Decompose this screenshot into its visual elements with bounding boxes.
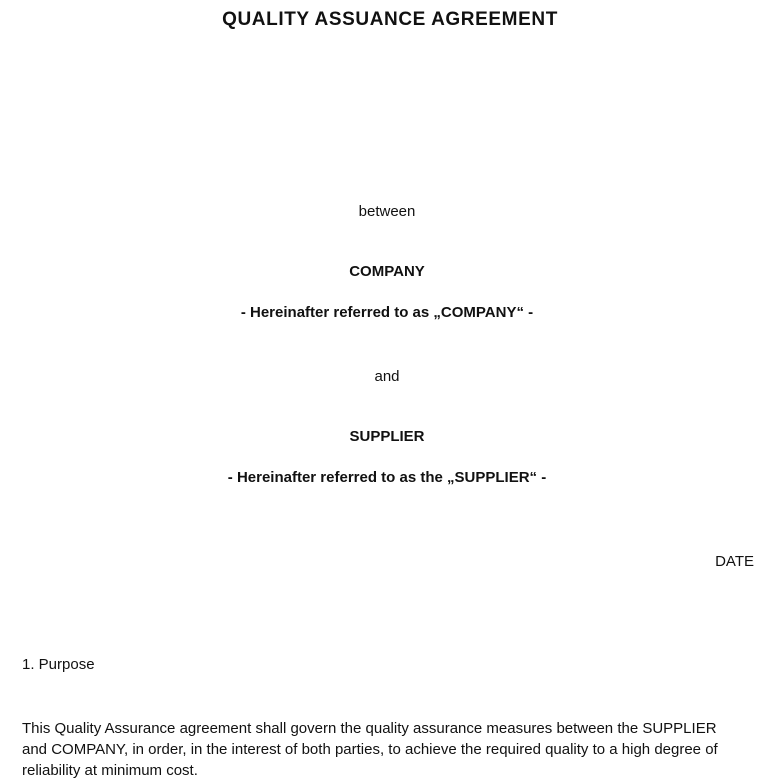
between-text: between (358, 203, 416, 220)
party2-name: SUPPLIER (349, 428, 425, 445)
date-field: DATE (715, 553, 754, 570)
party1-name: COMPANY (349, 263, 425, 280)
body-line: and COMPANY, in order, in the interest of both parties, to achieve the required quality to a high degree of (22, 741, 718, 758)
party1-referred-as: - Hereinafter referred to as „COMPANY“ - (240, 304, 534, 321)
section-body-purpose (22, 718, 762, 781)
section-heading-purpose: 1. Purpose (22, 656, 95, 673)
body-line: reliability at minimum cost. (22, 762, 198, 779)
document-title: QUALITY ASSUANCE AGREEMENT (222, 9, 558, 30)
party2-referred-as: - Hereinafter referred to as the „SUPPLIER“ - (227, 469, 547, 486)
and-text: and (374, 368, 400, 385)
body-line: This Quality Assurance agreement shall govern the quality assurance measures between the SUPPLIER (22, 720, 717, 737)
